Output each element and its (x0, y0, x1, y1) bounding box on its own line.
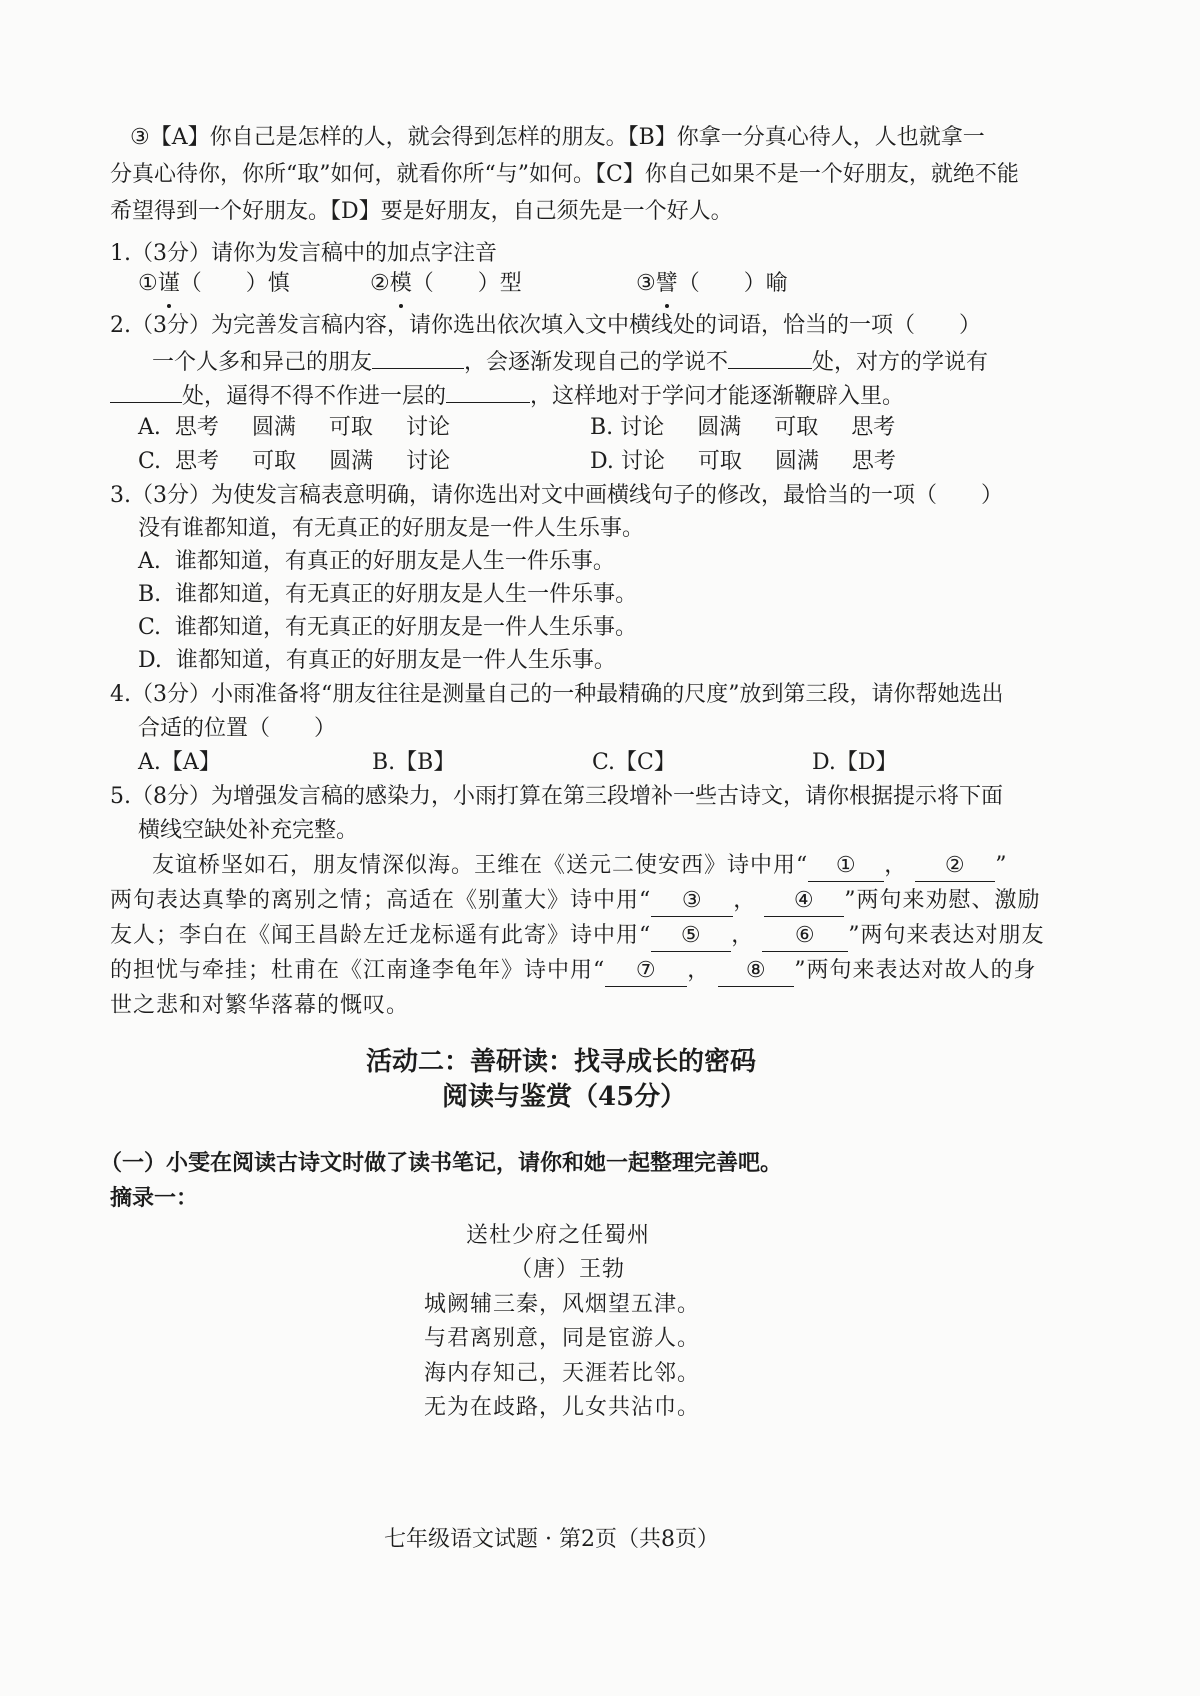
poem-line: 城阙辅三秦，风烟望五津。 (424, 1292, 701, 1317)
fill-blank[interactable] (728, 342, 812, 369)
q3-option-d[interactable]: D. 谁都知道，有真正的好朋友是一件人生乐事。 (138, 648, 616, 673)
question-3-stem: 3.（3分）为使发言稿表意明确，请你选出对文中画横线句子的修改，最恰当的一项（ ） (110, 483, 1003, 508)
passage-line: 希望得到一个好朋友。【D】要是好朋友，自己须先是一个好人。 (110, 199, 733, 224)
q3-option-b[interactable]: B. 谁都知道，有无真正的好朋友是人生一件乐事。 (138, 582, 638, 607)
question-4-stem: 合适的位置（ ） (138, 716, 337, 741)
q2-option-c[interactable]: C. 思考 可取 圆满 讨论 (138, 449, 451, 474)
question-5-stem: 横线空缺处补充完整。 (138, 818, 359, 843)
question-5-stem: 5.（8分）为增强发言稿的感染力，小雨打算在第三段增补一些古诗文，请你根据提示将下面 (110, 784, 1003, 809)
poem-blank-1[interactable]: ① (808, 851, 884, 882)
q5-text-line: 两句表达真挚的离别之情；高适在《别董大》诗中用“ ③ ， ④ ”两句来劝慰、激励 (110, 883, 1041, 919)
question-4-stem: 4.（3分）小雨准备将“朋友往往是测量自己的一种最精确的尺度”放到第三段，请你帮她选出 (110, 682, 1004, 707)
poem-blank-4[interactable]: ④ (764, 886, 844, 917)
dotted-char: 谨 (158, 266, 180, 302)
dotted-char: 譬 (656, 266, 678, 302)
q3-option-a[interactable]: A. 谁都知道，有真正的好朋友是人生一件乐事。 (138, 549, 615, 574)
fill-blank[interactable] (446, 376, 530, 403)
q5-text-line: 友谊桥坚如石，朋友情深似海。王维在《送元二使安西》诗中用“ ① ， ② ” (152, 848, 1008, 884)
q2-option-b[interactable]: B. 讨论 圆满 可取 思考 (590, 415, 896, 440)
poem-line: 与君离别意，同是宦游人。 (424, 1326, 701, 1351)
passage-line: 分真心待你，你所“取”如何，就看你所“与”如何。【C】你自己如果不是一个好朋友，就绝不能 (110, 162, 1019, 187)
section-title: 活动二：善研读：找寻成长的密码 (366, 1047, 757, 1077)
section-subtitle: 阅读与鉴赏（45分） (442, 1082, 687, 1112)
poem-blank-2[interactable]: ② (915, 851, 995, 882)
question-2-stem: 2.（3分）为完善发言稿内容，请你选出依次填入文中横线处的词语，恰当的一项（ ） (110, 313, 981, 338)
fill-blank[interactable] (110, 376, 182, 403)
q4-option-c[interactable]: C.【C】 (592, 750, 676, 775)
q4-option-b[interactable]: B.【B】 (372, 750, 456, 775)
poem-blank-8[interactable]: ⑧ (718, 956, 794, 987)
poem-blank-3[interactable]: ③ (651, 886, 733, 917)
q4-option-a[interactable]: A.【A】 (138, 750, 221, 775)
page-footer: 七年级语文试题 · 第2页（共8页） (384, 1527, 719, 1552)
q2-sentence: 处，逼得不得不作进一层的 ，这样地对于学问才能逐渐鞭辟入里。 (110, 376, 904, 415)
poem-author: （唐）王勃 (510, 1257, 626, 1282)
poem-line: 海内存知己，天涯若比邻。 (424, 1361, 701, 1386)
q1-item: ③譬（ ）喻 (636, 266, 788, 302)
q1-item: ①谨（ ）慎 (138, 266, 290, 302)
q2-option-a[interactable]: A. 思考 圆满 可取 讨论 (138, 415, 450, 440)
part-heading: （一）小雯在阅读古诗文时做了读书笔记，请你和她一起整理完善吧。 (100, 1150, 783, 1176)
q3-option-c[interactable]: C. 谁都知道，有无真正的好朋友是一件人生乐事。 (138, 615, 638, 640)
q4-option-d[interactable]: D.【D】 (812, 750, 898, 775)
poem-blank-7[interactable]: ⑦ (605, 956, 687, 987)
q1-item: ②模（ ）型 (370, 266, 522, 302)
fill-blank[interactable] (372, 342, 464, 369)
q5-text-line: 世之悲和对繁华落幕的慨叹。 (110, 993, 410, 1018)
q3-sentence: 没有谁都知道，有无真正的好朋友是一件人生乐事。 (138, 516, 645, 541)
dotted-char: 模 (390, 266, 412, 302)
poem-blank-6[interactable]: ⑥ (762, 921, 848, 952)
q5-text-line: 的担忧与牵挂；杜甫在《江南逢李龟年》诗中用“ ⑦ ， ⑧ ”两句来表达对故人的身 (110, 953, 1037, 989)
poem-blank-5[interactable]: ⑤ (651, 921, 731, 952)
q2-option-d[interactable]: D. 讨论 可取 圆满 思考 (590, 449, 896, 474)
q2-sentence: 一个人多和异己的朋友 ，会逐渐发现自己的学说不 处，对方的学说有 (152, 342, 988, 381)
poem-line: 无为在歧路，儿女共沾巾。 (424, 1395, 701, 1420)
q5-text-line: 友人；李白在《闻王昌龄左迁龙标遥有此寄》诗中用“ ⑤ ， ⑥ ”两句来表达对朋友 (110, 918, 1045, 954)
question-1-stem: 1.（3分）请你为发言稿中的加点字注音 (110, 241, 497, 266)
poem-title: 送杜少府之任蜀州 (466, 1223, 651, 1248)
excerpt-label: 摘录一： (110, 1185, 199, 1211)
passage-line: ③【A】你自己是怎样的人，就会得到怎样的朋友。【B】你拿一分真心待人，人也就拿一 (130, 125, 985, 150)
